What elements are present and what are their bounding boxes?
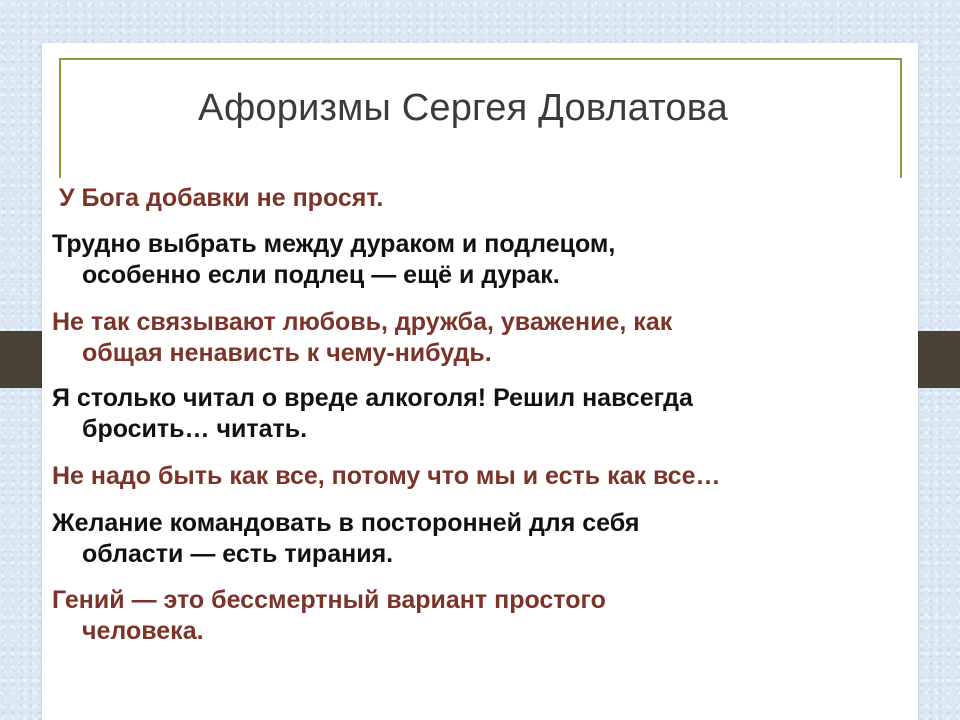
aphorism-line: Я столько читал о вреде алкоголя! Решил навсегда (52, 384, 693, 412)
aphorism-1 (52, 183, 912, 214)
aphorism-5 (52, 461, 912, 492)
aphorism-3 (52, 307, 912, 369)
aphorism-2 (52, 229, 912, 291)
aphorism-line: Желание командовать в посторонней для себя (52, 509, 640, 537)
aphorism-4 (52, 383, 912, 445)
aphorism-line: бросить… читать. (82, 415, 308, 443)
aphorism-6 (52, 508, 912, 570)
aphorism-line: особенно если подлец — ещё и дурак. (82, 261, 560, 289)
slide-title: Афоризмы Сергея Довлатова (197, 87, 729, 129)
aphorism-line: У Бога добавки не просят. (52, 184, 384, 212)
title-box (80, 80, 846, 137)
aphorism-line: человека. (82, 617, 204, 645)
aphorism-7 (52, 585, 912, 647)
aphorism-line: Не надо быть как все, потому что мы и есть как все… (52, 462, 721, 490)
aphorism-line: области — есть тирания. (82, 540, 394, 568)
aphorism-line: Не так связывают любовь, дружба, уважение, как (52, 308, 673, 336)
aphorism-line: Трудно выбрать между дураком и подлецом, (52, 230, 616, 258)
aphorism-line: Гений — это бессмертный вариант простого (52, 586, 606, 614)
aphorism-line: общая ненависть к чему-нибудь. (82, 339, 492, 367)
